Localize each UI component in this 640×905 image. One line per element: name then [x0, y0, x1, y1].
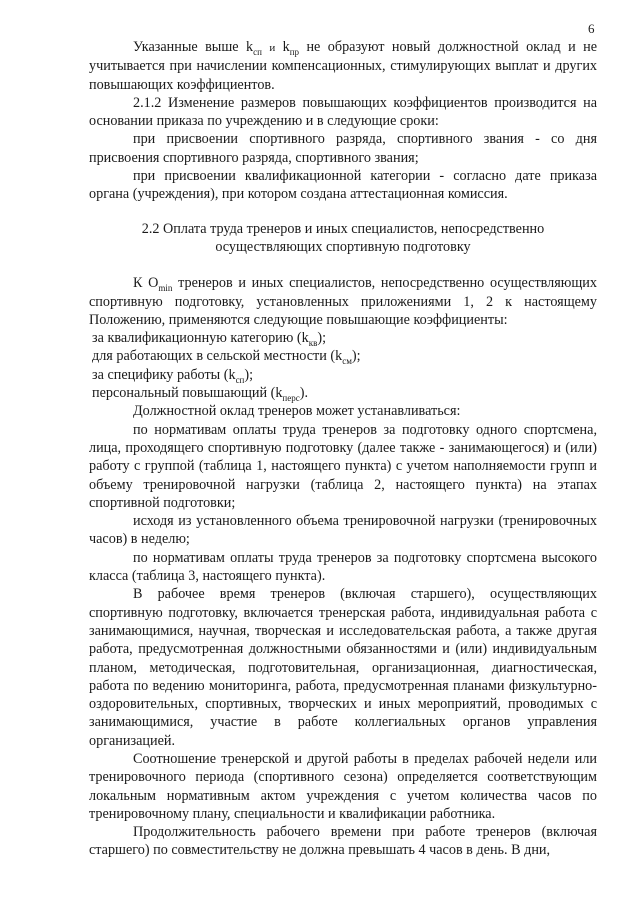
list-item-ksp: за специфику работы $(k_{сп})$; — [92, 366, 254, 385]
paragraph-qualification: при присвоении квалификационной категории - согласно дате приказа органа (учреждения), при котором создана аттестационная комиссия. — [89, 168, 597, 203]
paragraph-ratio: Соотношение тренерской и другой работы в пределах рабочей недели или тренировочного периода (спортивного сезона) определяется соответствующим локальным нормативным актом учреждения с учетом количества часов по тренировочному плану, специальности и квалификации работника. — [89, 750, 597, 822]
text: не образуют новый должностной оклад и не учитывается при начислении компенсационных, стимулирующих выплат и других повышающих коэффициентов. — [89, 39, 597, 93]
section-heading-2-2: 2.2 Оплата труда тренеров и иных специалистов, непосредственно осуществляющих спортивную подготовку — [141, 220, 545, 255]
list-item-kkv: за квалификационную категорию $(k_{кв})$; — [92, 330, 327, 348]
paragraph-training-load: исходя из установленного объема тренировочной нагрузки (тренировочных часов) в неделю; — [89, 513, 597, 548]
document-body — [89, 38, 597, 860]
paragraph-2-1-2: 2.1.2 Изменение размеров повышающих коэффициентов производится на основании приказа по учреждению и в следующие сроки: — [89, 94, 597, 130]
paragraph-omin — [89, 274, 597, 329]
coef-kpr: $k_{пр}$ — [282, 39, 300, 57]
paragraph-coefficients-note — [89, 38, 597, 94]
list-item-kpers: персональный повышающий $(k_{перс})$. — [92, 385, 309, 403]
paragraph-duration: Продолжительность рабочего времени при работе тренеров (включая старшего) по совместительству не должна превышать 4 часов в день. В дни, — [89, 824, 597, 859]
paragraph-working-time: В рабочее время тренеров (включая старшего), осуществляющих спортивную подготовку, включается тренерская работа, индивидуальная работа с занимающимися, научная, творческая и исследовательская работа, а также другая работа, предусмотренная должностными обязанностями и (или) индивидуальным планом, методическая, подготовительная, организационная, диагностическая, работа по ведению мониторинга, работа, предусмотренная планами физкультурно-оздоровительных, спортивных, творческих и иных мероприятий, проводимых с занимающимися, участие в работе коллегиальных органов управления организацией. — [89, 586, 597, 749]
page-number: 6 — [588, 21, 595, 36]
coef-ksp: $k_{сп}$ — [245, 39, 262, 57]
text: тренеров и иных специалистов, непосредственно осуществляющих спортивную подготовку, установленных приложениями 1, 2 к настоящему Положению, применяются следующие повышающие коэффициенты: — [89, 275, 597, 328]
list-item-ksm: для работающих в сельской местности $(k_{см})$; — [92, 348, 361, 367]
omin-symbol: К $О_{min}$ — [133, 275, 173, 294]
text: Указанные выше — [133, 39, 239, 55]
paragraph-sport-rank: при присвоении спортивного разряда, спортивного звания - со дня присвоения спортивного разряда, спортивного звания; — [89, 131, 597, 166]
text: и — [269, 42, 276, 54]
paragraph-salary: Должностной оклад тренеров может устанавливаться: — [133, 403, 461, 420]
paragraph-high-class: по нормативам оплаты труда тренеров за подготовку спортсмена высокого класса (таблица 3, настоящего пункта). — [89, 549, 597, 585]
paragraph-norms-one: по нормативам оплаты труда тренеров за подготовку одного спортсмена, лица, проходящего спортивную подготовку (далее также - занимающегося) и (или) работу с группой (таблица 1, настоящего пункта) с учетом наполняемости групп и объему тренировочной нагрузки (таблица 2, настоящего пункта) на этапах спортивной подготовки; — [89, 421, 597, 511]
